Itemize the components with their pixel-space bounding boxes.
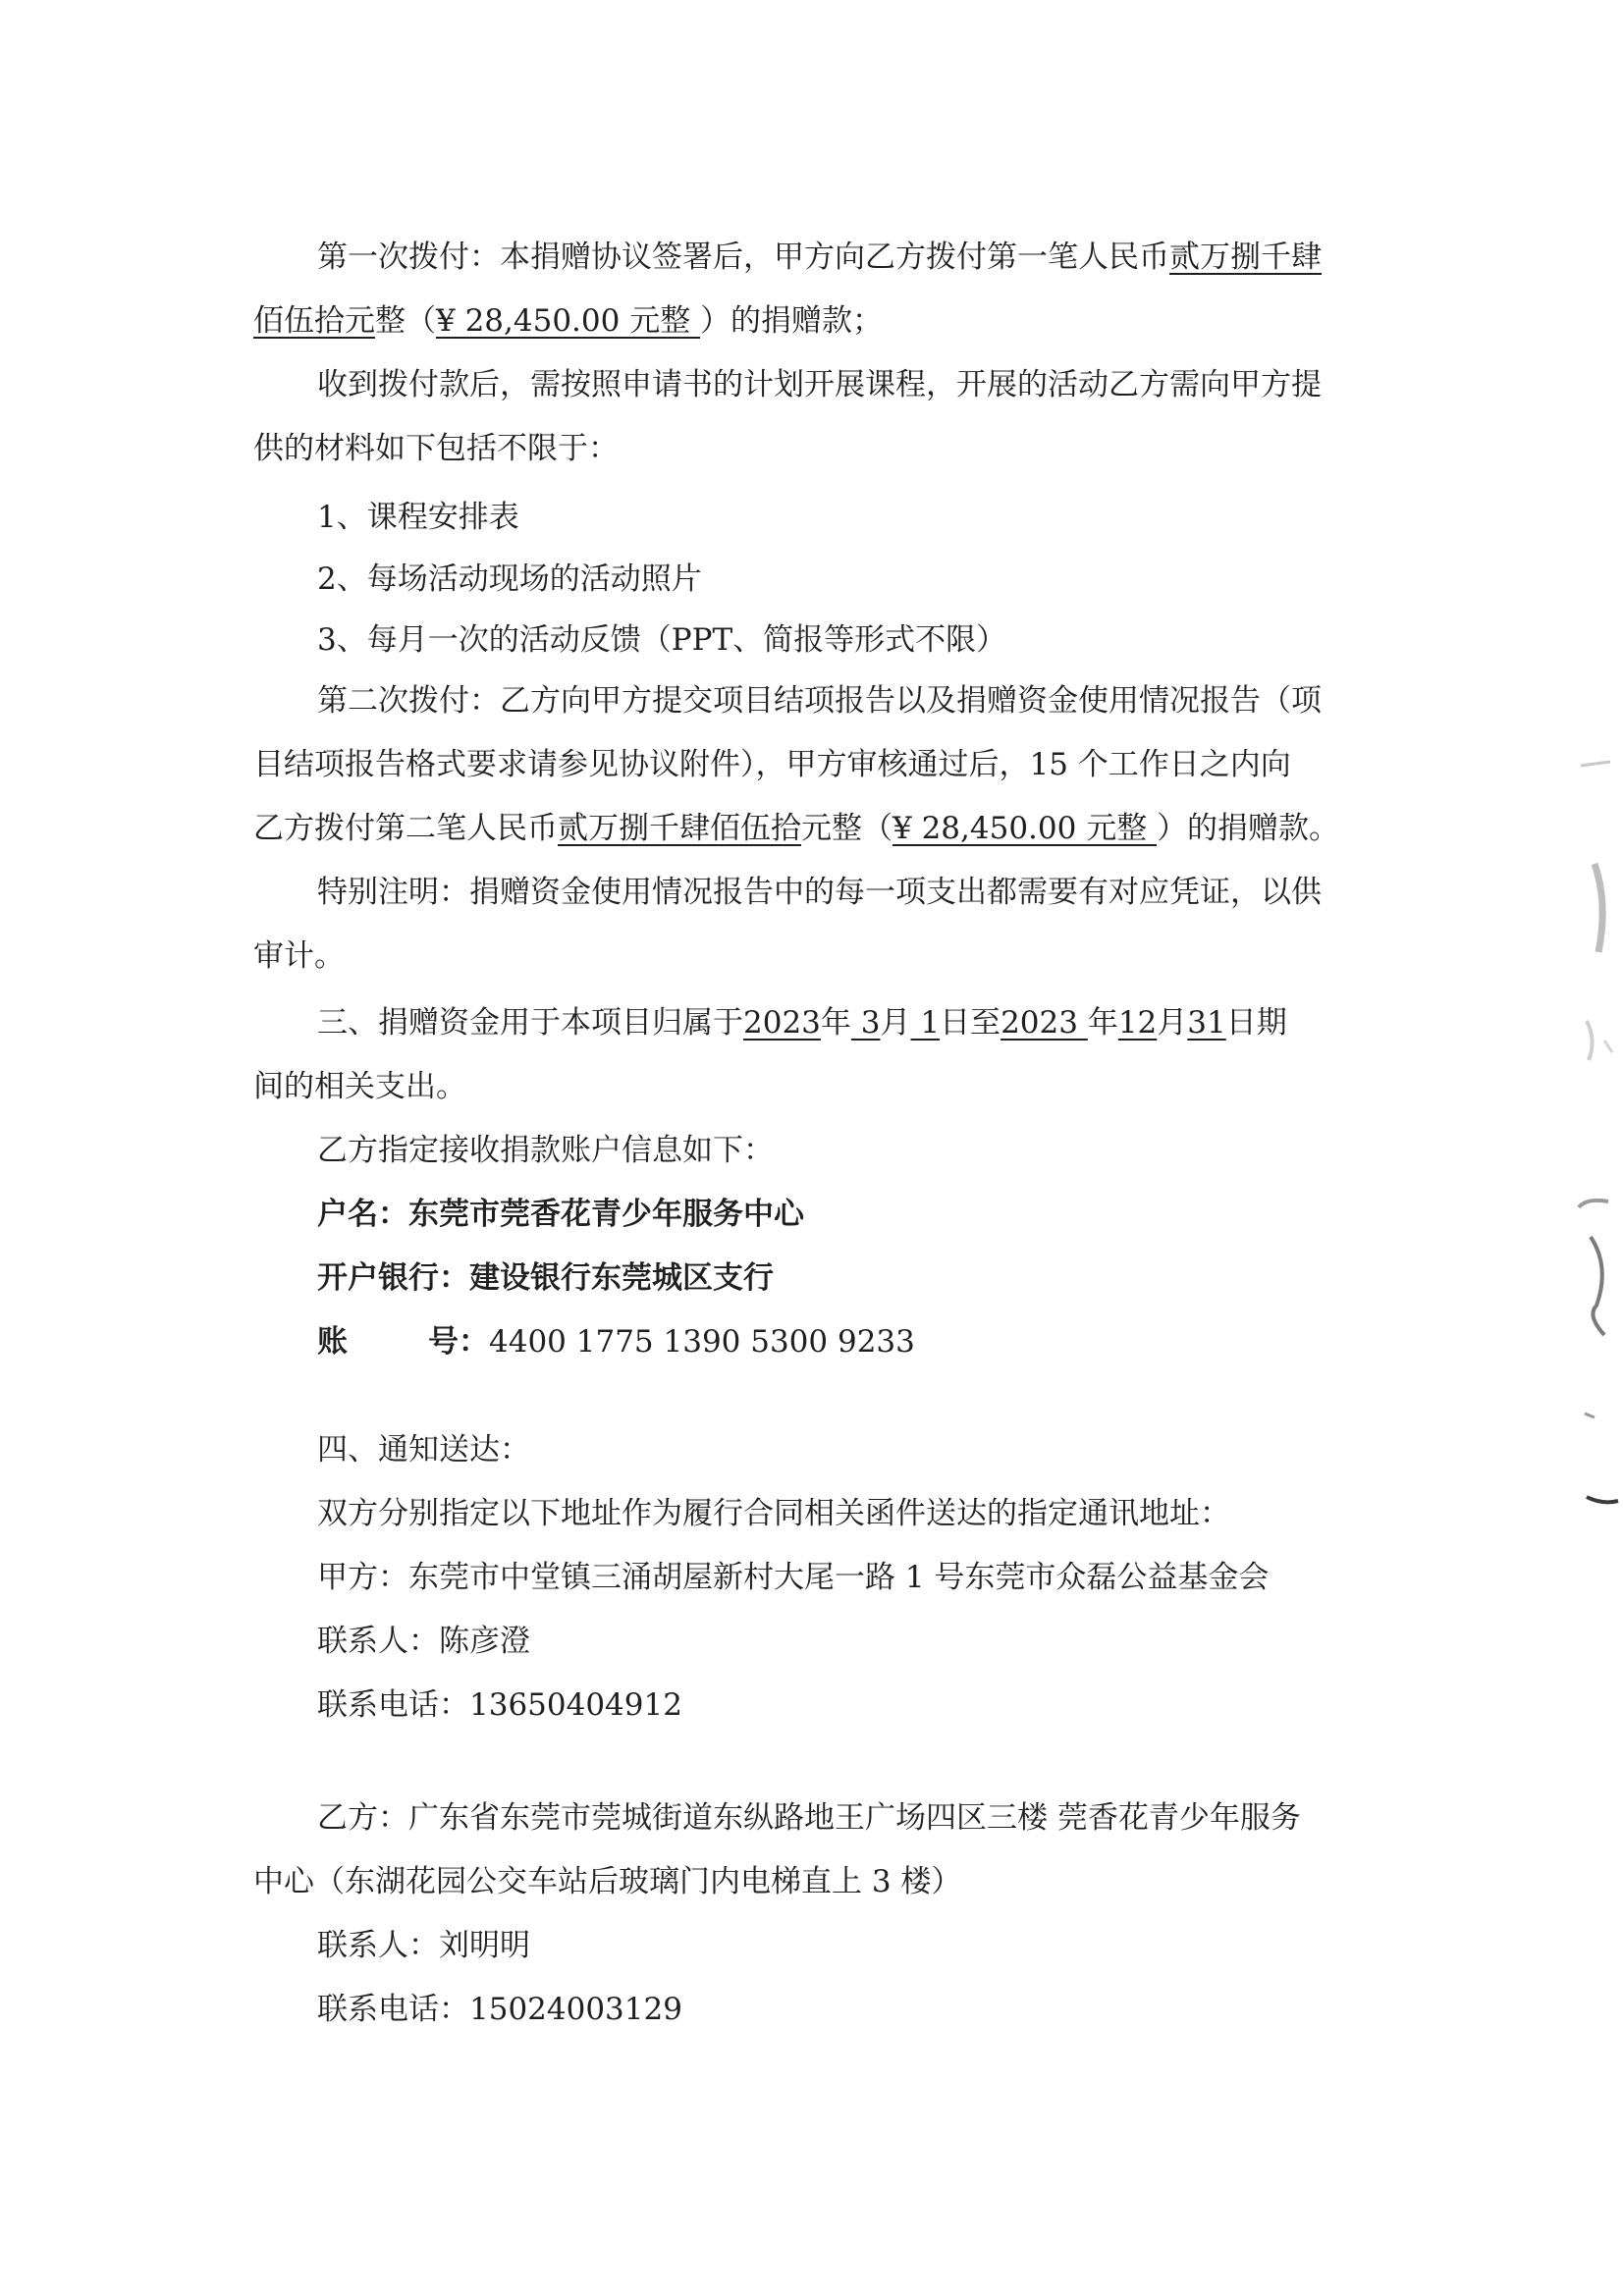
paragraph-special-note-line2: 审计。 (253, 938, 345, 974)
party-b-address-line2: 中心（东湖花园公交车站后玻璃门内电梯直上 3 楼） (253, 1864, 962, 1899)
party-a-phone: 联系电话：13650404912 (317, 1687, 682, 1723)
first-payment-amount-chinese-cont: 佰伍拾元 (253, 303, 375, 339)
paragraph-second-payment-line1: 第二次拨付：乙方向甲方提交项目结项报告以及捐赠资金使用情况报告（项 (317, 683, 1322, 719)
period-end-day: 31 (1187, 1005, 1226, 1041)
paragraph-period-line2: 间的相关支出。 (253, 1069, 466, 1104)
paragraph-period-line1: 三、捐赠资金用于本项目归属于2023年 3月 1日至2023 年12月31日期 (317, 1005, 1287, 1041)
paragraph-first-payment-line1: 第一次拨付：本捐赠协议签署后，甲方向乙方拨付第一笔人民币贰万捌千肆 (317, 240, 1322, 275)
account-number-row (317, 1320, 1353, 1363)
paragraph-second-payment-line2: 目结项报告格式要求请参见协议附件），甲方审核通过后，15 个工作日之内向 (253, 747, 1291, 782)
period-end-year: 2023 (1001, 1005, 1088, 1041)
account-bank: 开户银行：建设银行东莞城区支行 (317, 1260, 774, 1296)
second-payment-amount-number: ¥ 28,450.00 元整 (893, 811, 1158, 846)
period-start-month: 3 (850, 1005, 881, 1041)
period-start-year: 2023 (743, 1005, 821, 1041)
account-number: 4400 1775 1390 5300 9233 (489, 1324, 915, 1360)
paragraph-materials-line1: 收到拨付款后，需按照申请书的计划开展课程，开展的活动乙方需向甲方提 (317, 367, 1322, 402)
party-b-phone: 联系电话：15024003129 (317, 1992, 682, 2027)
party-b-contact: 联系人：刘明明 (317, 1928, 530, 1963)
account-number-label-a: 账 (317, 1324, 348, 1360)
notice-intro: 双方分别指定以下地址作为履行合同相关函件送达的指定通讯地址： (317, 1496, 1230, 1531)
list-item-feedback: 3、每月一次的活动反馈（PPT、简报等形式不限） (317, 622, 1007, 658)
list-item-photos: 2、每场活动现场的活动照片 (317, 561, 702, 597)
first-payment-amount-chinese: 贰万捌千肆 (1169, 240, 1322, 275)
notice-heading: 四、通知送达： (317, 1432, 530, 1468)
second-payment-amount-chinese: 贰万捌千肆佰伍拾 (558, 811, 801, 846)
party-a-contact: 联系人：陈彦澄 (317, 1624, 530, 1659)
period-end-month: 12 (1117, 1005, 1158, 1041)
party-a-address: 甲方：东莞市中堂镇三涌胡屋新村大尾一路 1 号东莞市众磊公益基金会 (317, 1560, 1270, 1595)
period-start-day: 1 (910, 1005, 941, 1041)
paragraph-second-payment-line3: 乙方拨付第二笔人民币贰万捌千肆佰伍拾元整（¥ 28,450.00 元整 ）的捐赠款。 (253, 811, 1340, 846)
paragraph-special-note-line1: 特别注明：捐赠资金使用情况报告中的每一项支出都需要有对应凭证，以供 (317, 875, 1322, 910)
seal-fragment-marks (1561, 746, 1620, 1531)
paragraph-materials-line2: 供的材料如下包括不限于： (253, 431, 619, 466)
account-intro: 乙方指定接收捐款账户信息如下： (317, 1133, 774, 1168)
list-item-schedule: 1、课程安排表 (317, 500, 519, 535)
paragraph-first-payment-line2: 佰伍拾元整（¥ 28,450.00 元整 ）的捐赠款； (253, 303, 884, 339)
account-name: 户名：东莞市莞香花青少年服务中心 (317, 1197, 804, 1232)
account-number-label-b: 号： (428, 1324, 489, 1360)
first-payment-amount-number: ¥ 28,450.00 元整 (436, 303, 701, 339)
party-b-address-line1: 乙方：广东省东莞市莞城街道东纵路地王广场四区三楼 莞香花青少年服务 (317, 1800, 1301, 1836)
